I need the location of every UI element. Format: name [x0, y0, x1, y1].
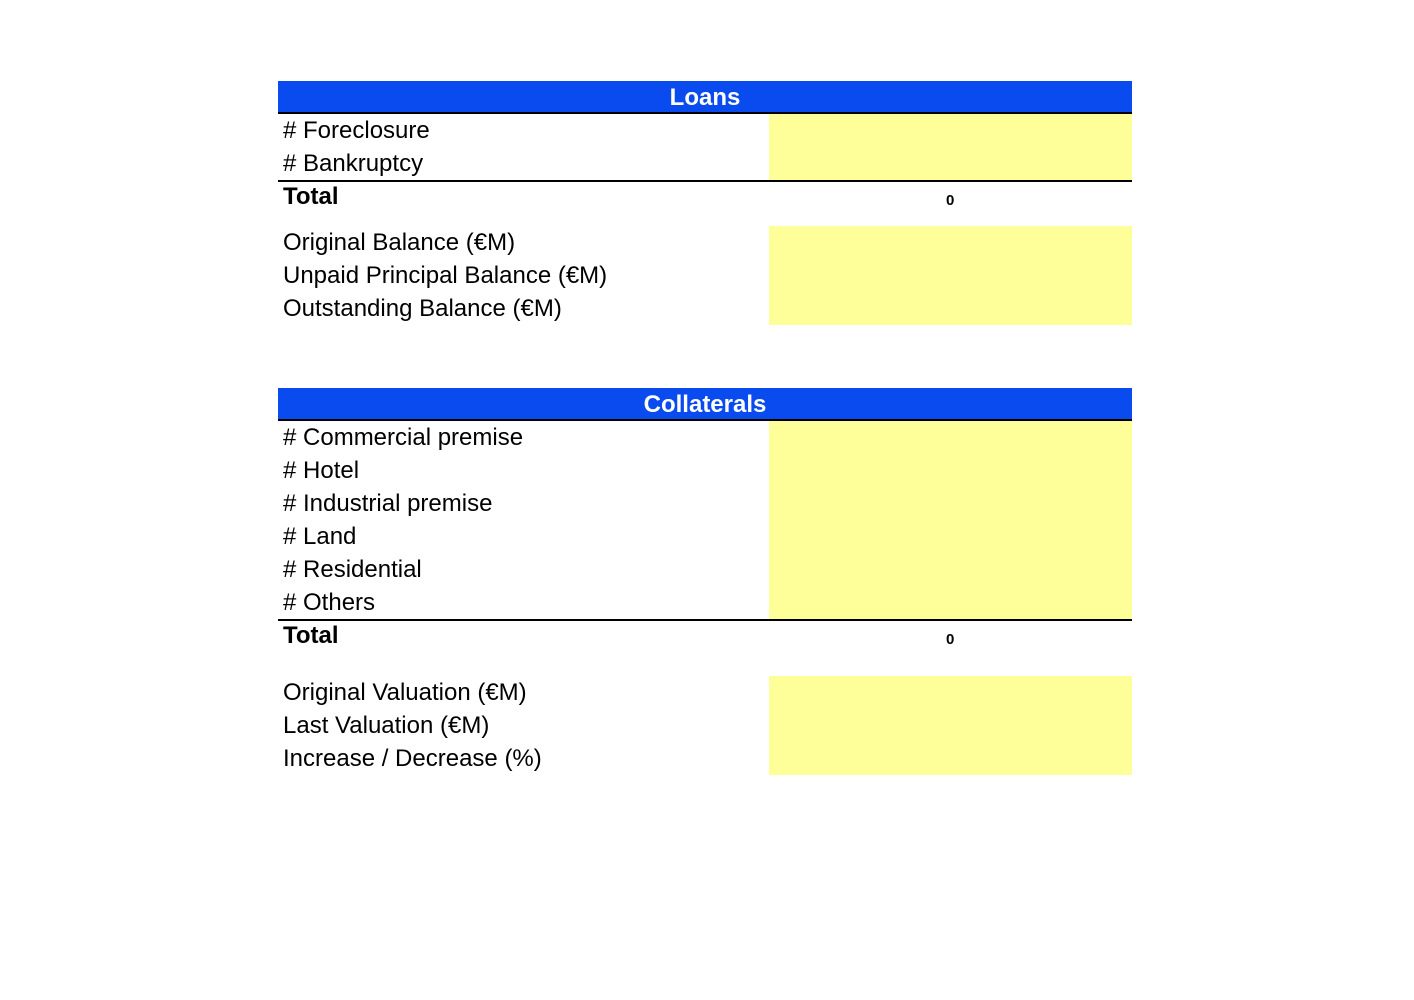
- bankruptcy-input-cell[interactable]: [769, 147, 1132, 180]
- loans-row-foreclosure: [278, 114, 1132, 147]
- collaterals-total-label: Total: [283, 622, 339, 649]
- row-label: Last Valuation (€M): [283, 712, 490, 739]
- collaterals-row-industrial-premise: [278, 487, 1132, 520]
- row-label: Increase / Decrease (%): [283, 745, 542, 772]
- row-label: # Hotel: [283, 457, 360, 484]
- collaterals-table: [278, 388, 1132, 775]
- row-label: # Bankruptcy: [283, 150, 424, 177]
- row-label: Unpaid Principal Balance (€M): [283, 262, 608, 289]
- last-valuation-input-cell[interactable]: [769, 709, 1132, 742]
- unpaid-principal-balance-input-cell[interactable]: [769, 259, 1132, 292]
- industrial-premise-input-cell[interactable]: [769, 487, 1132, 520]
- collaterals-total-row: [278, 619, 1132, 652]
- loans-header: [278, 81, 1132, 114]
- loans-total-label: Total: [283, 183, 339, 210]
- row-label: # Residential: [283, 556, 422, 583]
- collaterals-row-commercial-premise: [278, 421, 1132, 454]
- original-balance-input-cell[interactable]: [769, 226, 1132, 259]
- row-label: Original Balance (€M): [283, 229, 516, 256]
- collaterals-row-residential: [278, 553, 1132, 586]
- collaterals-row-last-valuation: [278, 709, 1132, 742]
- loans-table: [278, 81, 1132, 325]
- collaterals-row-land: [278, 520, 1132, 553]
- row-label: # Commercial premise: [283, 424, 524, 451]
- row-label: Original Valuation (€M): [283, 679, 527, 706]
- hotel-input-cell[interactable]: [769, 454, 1132, 487]
- outstanding-balance-input-cell[interactable]: [769, 292, 1132, 325]
- row-label: # Others: [283, 589, 376, 616]
- loans-row-bankruptcy: [278, 147, 1132, 180]
- collaterals-total-value: 0: [946, 631, 955, 648]
- foreclosure-input-cell[interactable]: [769, 114, 1132, 147]
- row-label: # Foreclosure: [283, 117, 430, 144]
- loans-total-value: 0: [946, 192, 955, 209]
- collaterals-row-hotel: [278, 454, 1132, 487]
- original-valuation-input-cell[interactable]: [769, 676, 1132, 709]
- row-label: Outstanding Balance (€M): [283, 295, 562, 322]
- loans-total-row: [278, 180, 1132, 213]
- row-label: # Industrial premise: [283, 490, 493, 517]
- commercial-premise-input-cell[interactable]: [769, 421, 1132, 454]
- loans-row-outstanding-balance: [278, 292, 1132, 325]
- collaterals-row-original-valuation: [278, 676, 1132, 709]
- residential-input-cell[interactable]: [769, 553, 1132, 586]
- collaterals-title: Collaterals: [643, 391, 767, 418]
- collaterals-row-others: [278, 586, 1132, 619]
- row-label: # Land: [283, 523, 357, 550]
- others-input-cell[interactable]: [769, 586, 1132, 619]
- loans-title: Loans: [669, 84, 741, 111]
- collaterals-row-increase-decrease: [278, 742, 1132, 775]
- loans-row-original-balance: [278, 226, 1132, 259]
- loans-row-unpaid-principal-balance: [278, 259, 1132, 292]
- land-input-cell[interactable]: [769, 520, 1132, 553]
- increase-decrease-input-cell[interactable]: [769, 742, 1132, 775]
- collaterals-header: [278, 388, 1132, 421]
